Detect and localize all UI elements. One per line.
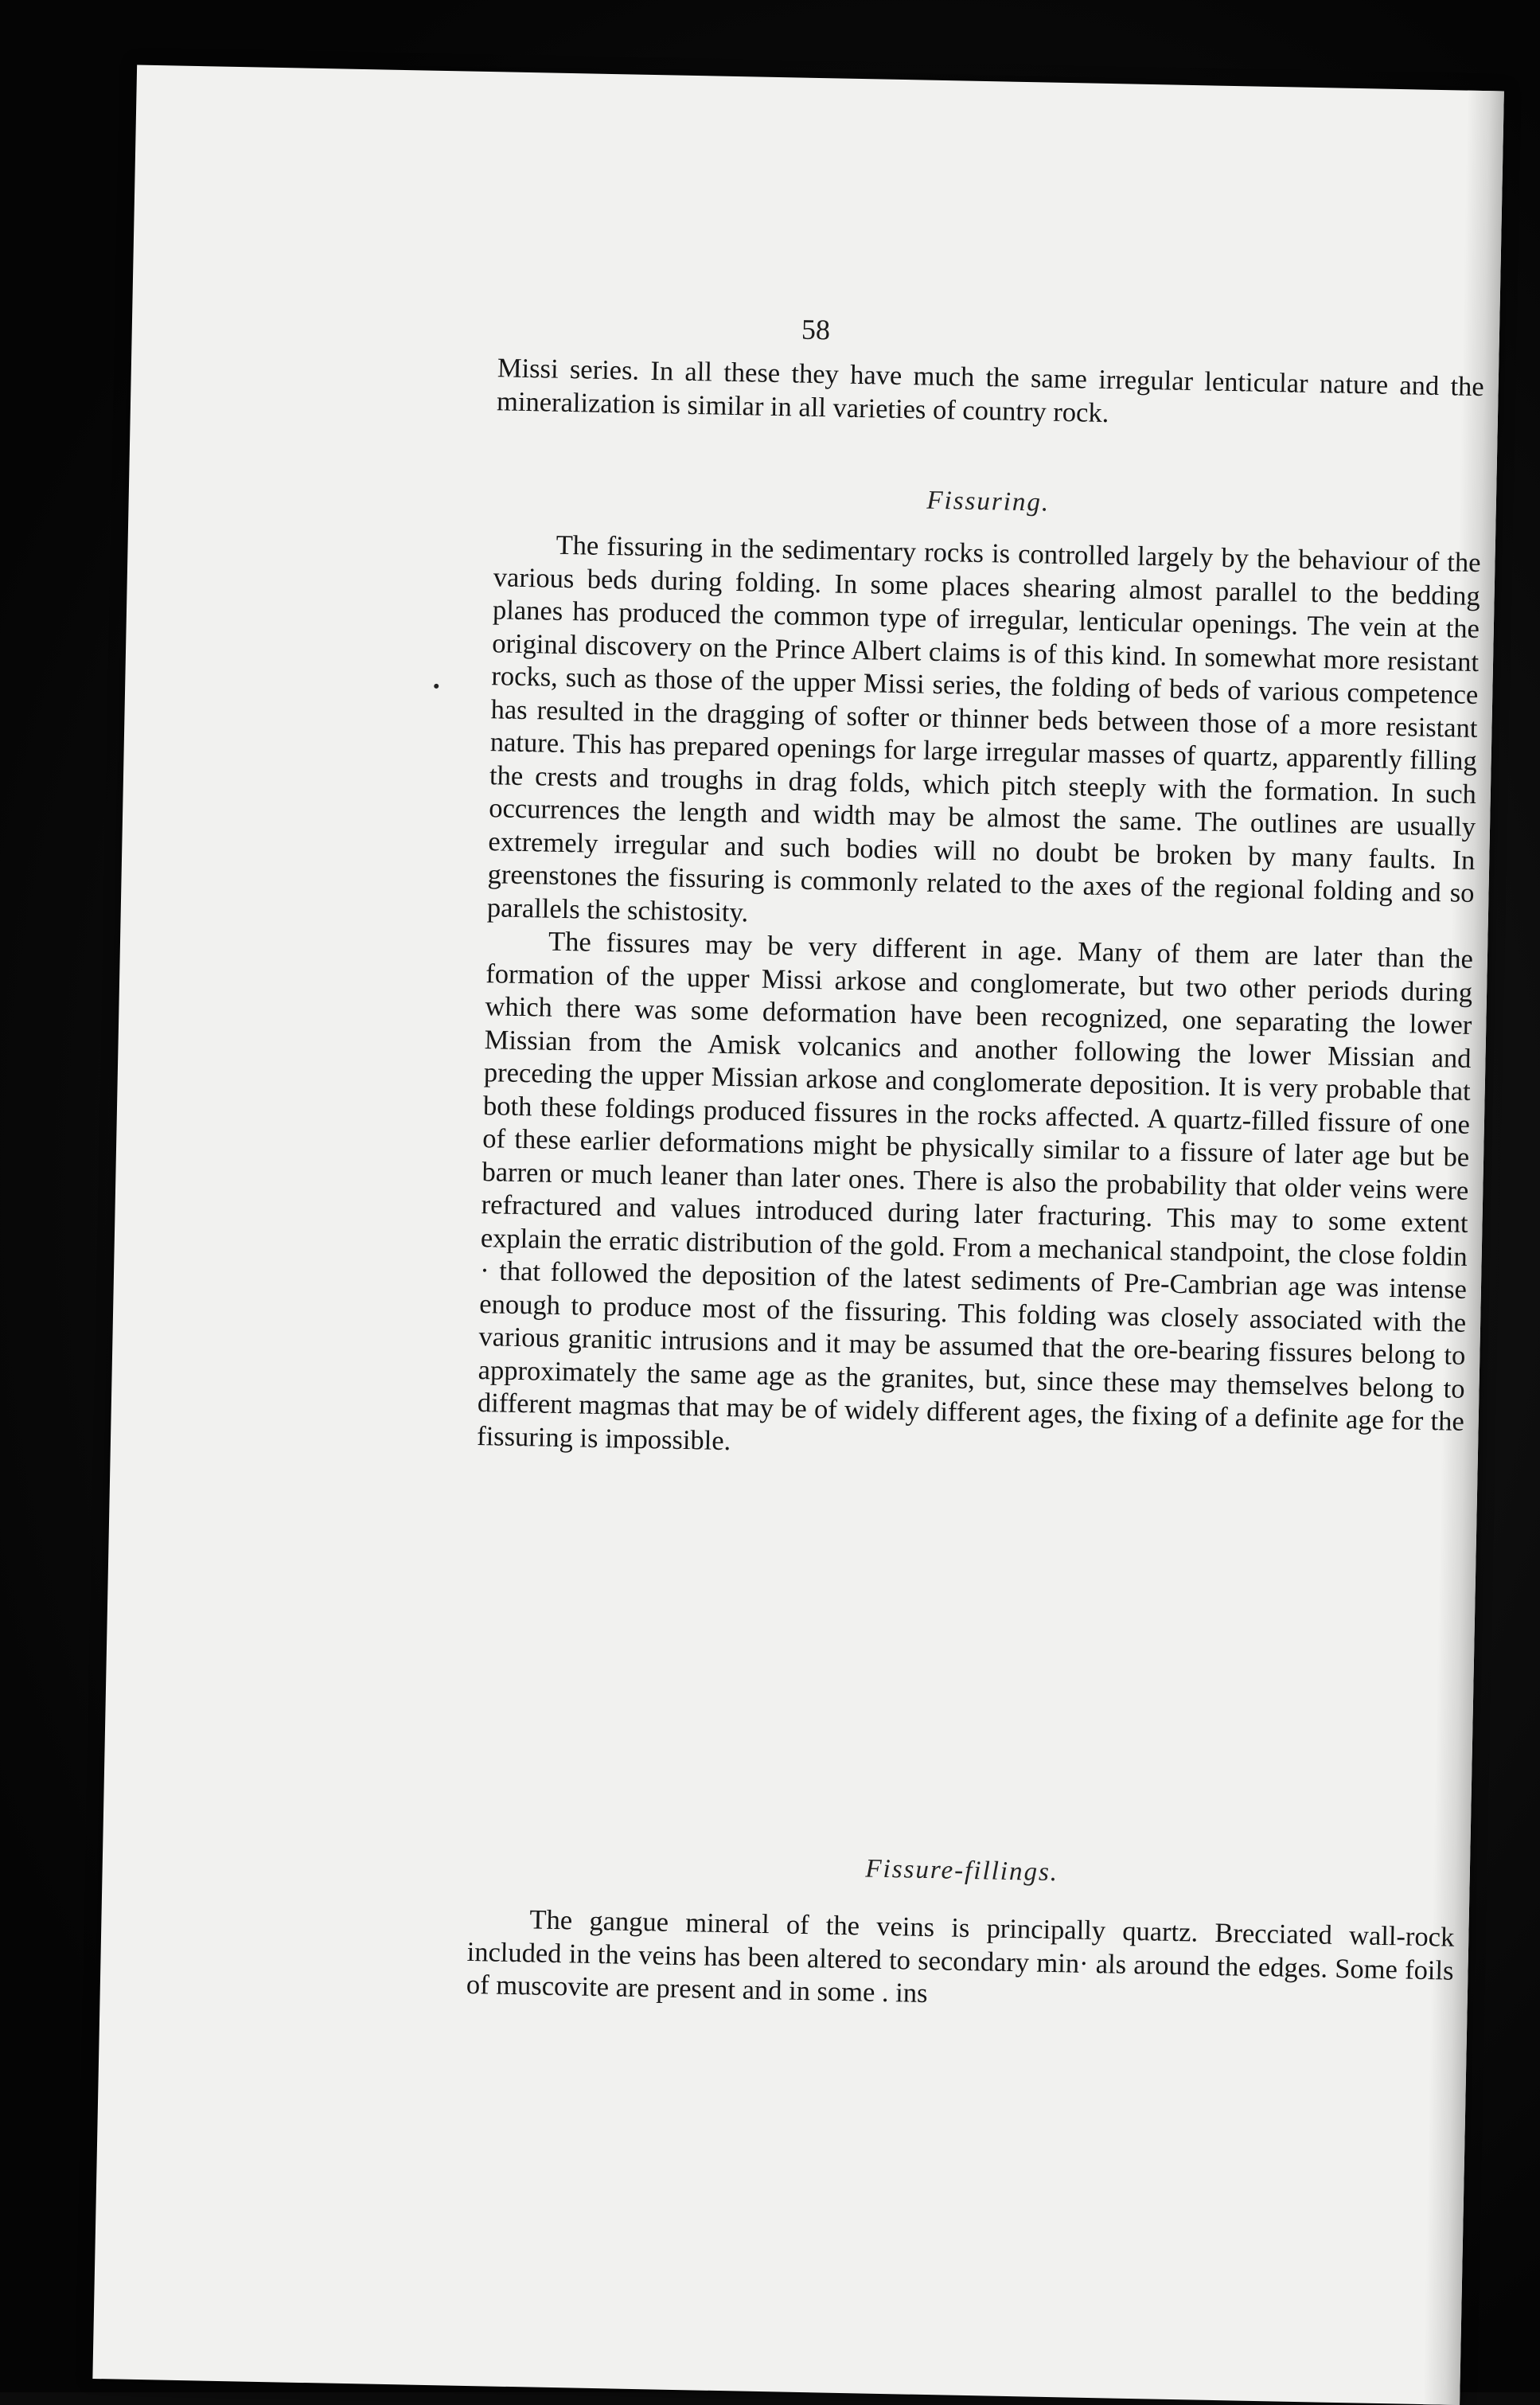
fissuring-text-block	[477, 528, 1481, 1472]
section-heading-fissuring: Fissuring.	[926, 486, 1051, 517]
page-number: 58	[801, 313, 831, 346]
fissuring-paragraph-2: The fissures may be very different in age. Many of them are later than the formation of the upper Missi arkose and conglomerate, but two other periods during which there was some deformation have been recognized, one separating the lower Missian from the Amisk volcanics and another following the lower Missian and preceding the upper Missian arkose and conglomerate deposition. It is very probable that both these foldings produced fissures in the rocks affected. A quartz-filled fissure of one of these earlier deformations might be physically similar to a fissure of later age but be barren or much leaner than later ones. There is also the probability that older veins were refractured and values introduced during later fracturing. This may to some extent explain the erratic distribution of the gold. From a mechanical standpoint, the close foldin · that followed the deposition of the latest sediments of Pre-Cambrian age was intense enough to produce most of the fissuring. This folding was closely associated with the various granitic intrusions and it may be assumed that the ore-bearing fissures belong to approximately the same age as the granites, but, since these may themselves belong to different magmas that may be of widely different ages, the fixing of a definite age for the fissuring is impossible.	[476, 926, 1474, 1456]
intro-text-block	[497, 352, 1484, 437]
section-heading-fissure-fillings: Fissure-fillings.	[865, 1854, 1059, 1888]
fillings-text-block	[466, 1903, 1455, 2020]
fillings-paragraph-1: The gangue mineral of the veins is principally quartz. Brecciated wall-rock included in the veins has been altered to secondary min· als around the edges. Some foils of muscovite are present and in some . ins	[466, 1904, 1455, 2009]
fissuring-paragraph-1: The fissuring in the sedimentary rocks is controlled largely by the behaviour of the various beds during folding. In some places shearing almost parallel to the bedding planes has produced the common type of irregular, lenticular openings. The vein at the original discovery on the Prince Albert claims is of this kind. In somewhat more resistant rocks, such as those of the upper Missi series, the folding of beds of various competence has resulted in the dragging of softer or thinner beds between those of a more resistant nature. This has prepared openings for large irregular masses of quartz, apparently filling the crests and troughs in drag folds, which pitch steeply with the formation. In such occurrences the length and width may be almost the same. The outlines are usually extremely irregular and such bodies will no doubt be broken by many faults. In greenstones the fissuring is commonly related to the axes of the regional folding and so parallels the schistosity.	[486, 529, 1481, 927]
intro-paragraph: Missi series. In all these they have much the same irregular lenticular nature and the mineralization is similar in all varieties of country rock.	[496, 353, 1485, 428]
margin-ink-dot	[434, 684, 439, 689]
document-page	[92, 65, 1503, 2405]
